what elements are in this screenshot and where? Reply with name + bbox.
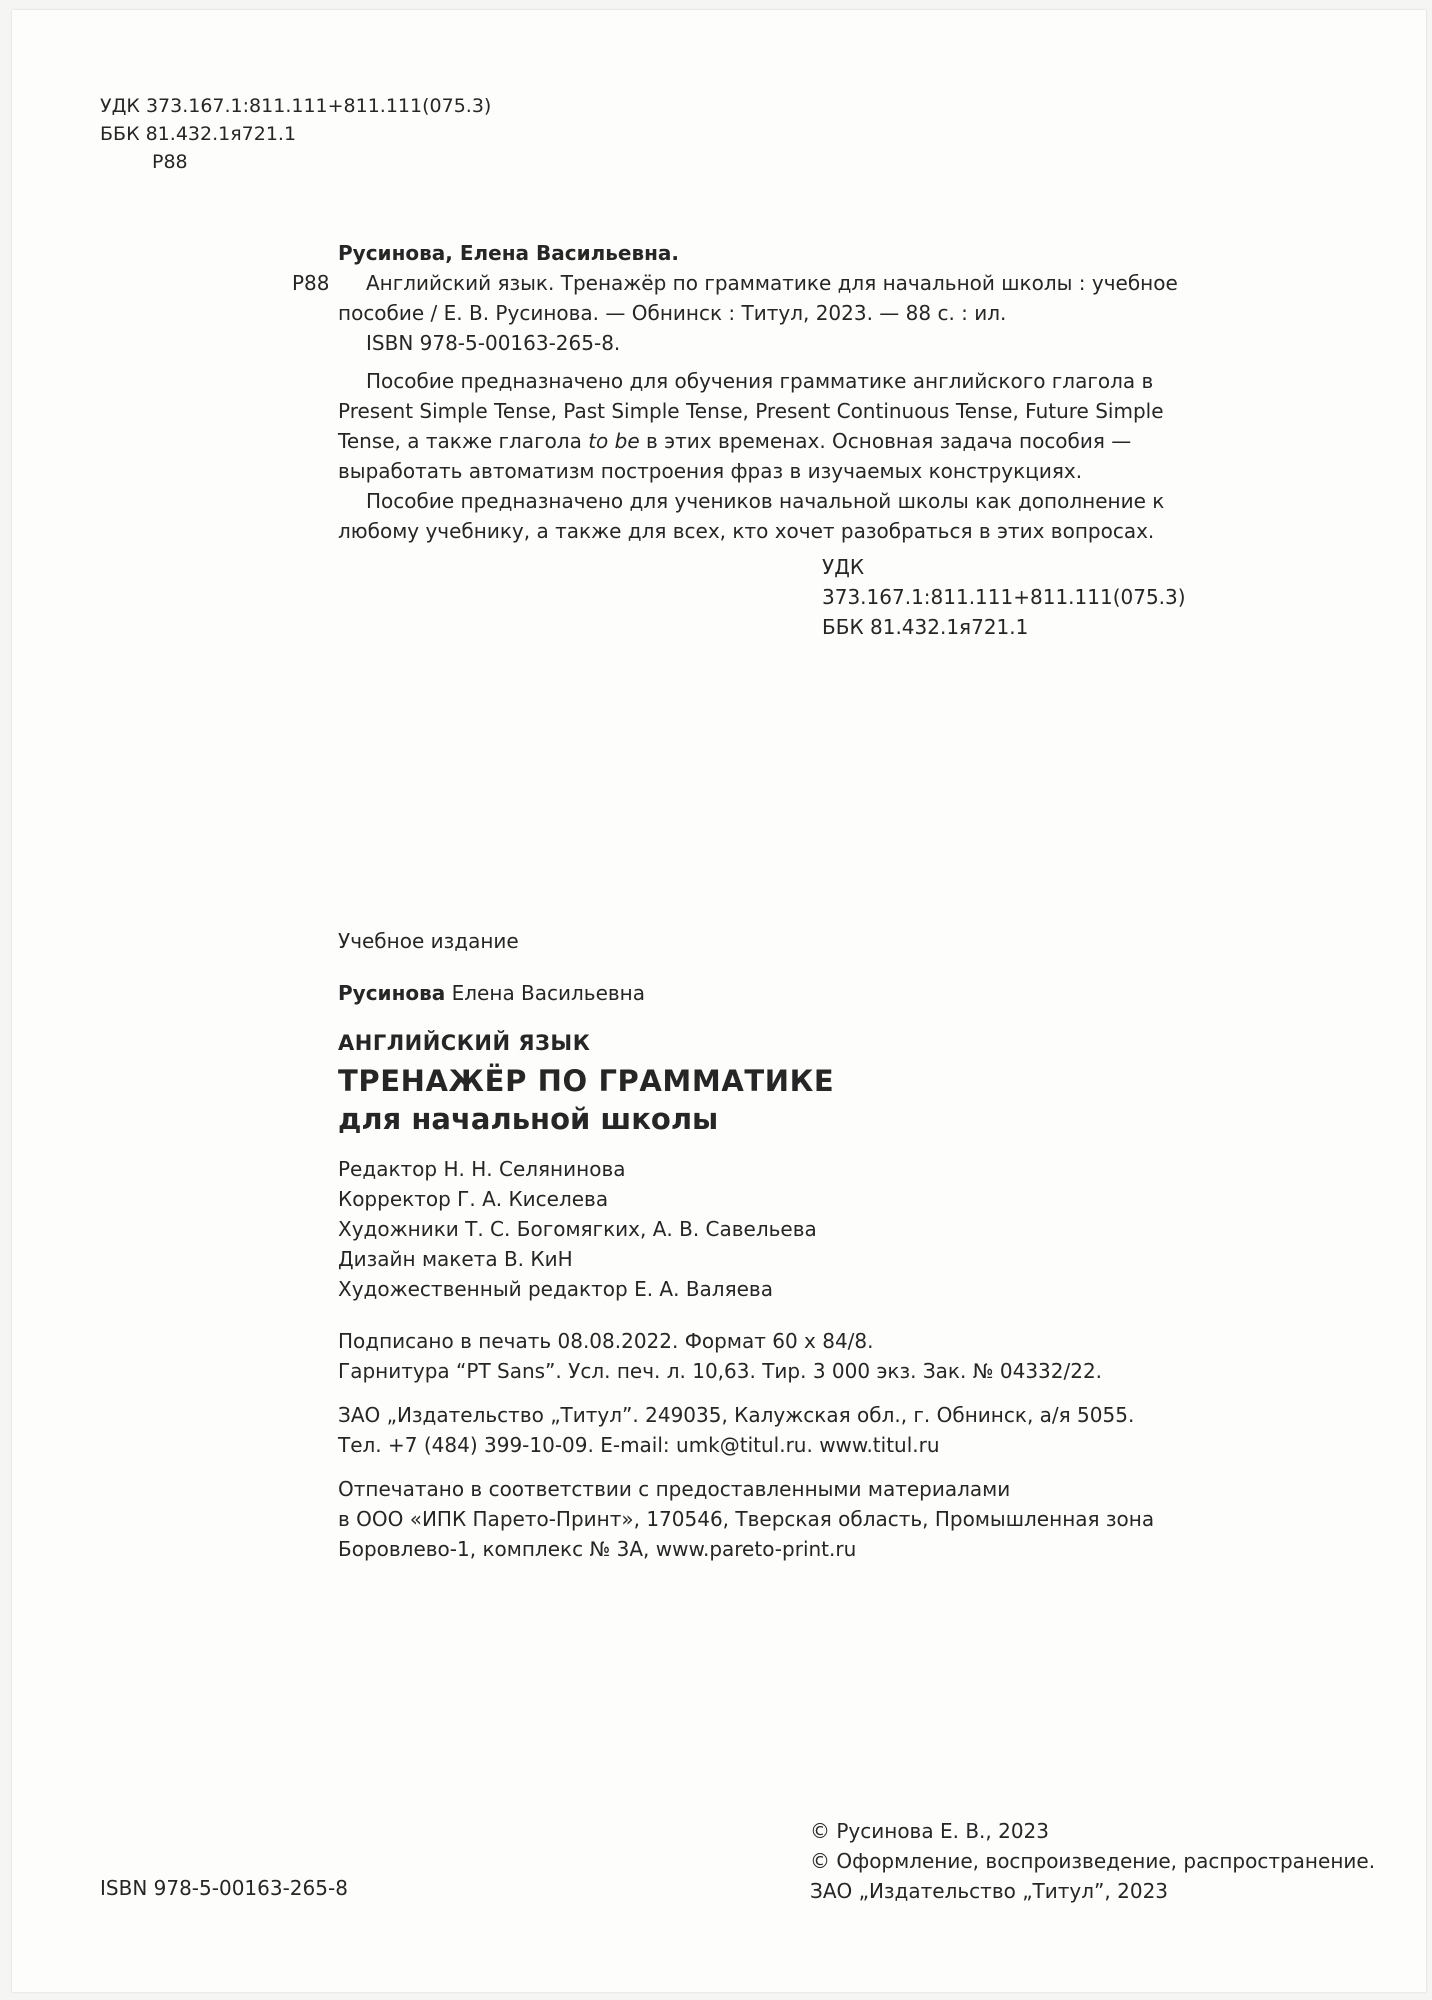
bib-heading: Русинова, Елена Васильевна. bbox=[338, 241, 680, 265]
abstract-text-a: Пособие предназначено для обучения грамматике английского глагола в Present Simple Tense, Past Simple Tense, Present Continuous Tense, Future Simple Tense, а также глагола bbox=[338, 369, 1164, 453]
copyright-block bbox=[810, 1816, 1375, 1906]
print-info bbox=[338, 1326, 1154, 1386]
printer-line: Отпечатано в соответствии с предоставленными материалами bbox=[338, 1477, 1011, 1501]
credit-line: Корректор Г. А. Киселева bbox=[338, 1187, 609, 1211]
bib-bbk: ББК 81.432.1я721.1 bbox=[822, 615, 1029, 639]
bib-abstract-2: Пособие предназначено для учеников начальной школы как дополнение к любому учебнику, а также для всех, кто хочет разобраться в этих вопросах. bbox=[338, 489, 1165, 543]
printer-info bbox=[338, 1474, 1154, 1564]
bib-udk: УДК 373.167.1:811.111+811.111(075.3) bbox=[822, 555, 1186, 609]
top-author-mark: Р88 bbox=[152, 151, 188, 173]
publisher-line: Тел. +7 (484) 399-10-09. E-mail: umk@titul.ru. www.titul.ru bbox=[338, 1433, 940, 1457]
credits-list bbox=[338, 1154, 1154, 1304]
imprint-title-line-2: для начальной школы bbox=[338, 1102, 719, 1136]
edition-kind: Учебное издание bbox=[338, 929, 519, 953]
top-bbk: ББК 81.432.1я721.1 bbox=[100, 123, 297, 145]
credit-line: Редактор Н. Н. Селянинова bbox=[338, 1157, 626, 1181]
abstract-text-b: в этих временах. Основная задача пособия — выработать автоматизм построения фраз в изучаемых конструкциях. bbox=[338, 429, 1132, 483]
publisher-line: ЗАО „Издательство „Титул”. 249035, Калужская обл., г. Обнинск, а/я 5055. bbox=[338, 1403, 1135, 1427]
top-classification-codes bbox=[100, 92, 491, 176]
copyright-line: ЗАО „Издательство „Титул”, 2023 bbox=[810, 1879, 1169, 1903]
bib-author-mark: Р88 bbox=[292, 271, 330, 295]
imprint-subject: АНГЛИЙСКИЙ ЯЗЫК bbox=[338, 1031, 591, 1055]
top-udk: УДК 373.167.1:811.111+811.111(075.3) bbox=[100, 95, 492, 117]
credit-line: Художники Т. С. Богомягких, А. В. Савельева bbox=[338, 1217, 817, 1241]
copyright-line: © Русинова Е. В., 2023 bbox=[810, 1819, 1050, 1843]
imprint-block bbox=[338, 926, 1154, 1578]
print-info-line: Гарнитура “PT Sans”. Усл. печ. л. 10,63. Тир. 3 000 экз. Зак. № 04332/22. bbox=[338, 1359, 1103, 1383]
print-info-line: Подписано в печать 08.08.2022. Формат 60 х 84/8. bbox=[338, 1329, 874, 1353]
bib-abstract-1 bbox=[338, 366, 1228, 486]
publisher-info bbox=[338, 1400, 1154, 1460]
imprint-title-line-1: ТРЕНАЖЁР ПО ГРАММАТИКЕ bbox=[338, 1064, 835, 1098]
credit-line: Дизайн макета В. КиН bbox=[338, 1247, 573, 1271]
bib-line-2: пособие / Е. В. Русинова. — Обнинск : Титул, 2023. — 88 с. : ил. bbox=[338, 301, 1007, 325]
printer-line: Боровлево-1, комплекс № 3А, www.pareto-print.ru bbox=[338, 1537, 857, 1561]
imprint-author bbox=[338, 978, 1154, 1008]
credit-line: Художественный редактор Е. А. Валяева bbox=[338, 1277, 773, 1301]
bib-line-1: Английский язык. Тренажёр по грамматике для начальной школы : учебное bbox=[366, 271, 1178, 295]
printer-line: в ООО «ИПК Парето-Принт», 170546, Тверская область, Промышленная зона bbox=[338, 1507, 1155, 1531]
author-name: Елена Васильевна bbox=[445, 981, 646, 1005]
author-surname: Русинова bbox=[338, 981, 446, 1005]
abstract-italic-term: to be bbox=[588, 429, 640, 453]
bib-isbn: ISBN 978-5-00163-265-8. bbox=[366, 331, 621, 355]
copyright-line: © Оформление, воспроизведение, распространение. bbox=[810, 1849, 1376, 1873]
bibliographic-record bbox=[292, 238, 1228, 642]
isbn-bottom: ISBN 978-5-00163-265-8 bbox=[100, 1876, 348, 1900]
